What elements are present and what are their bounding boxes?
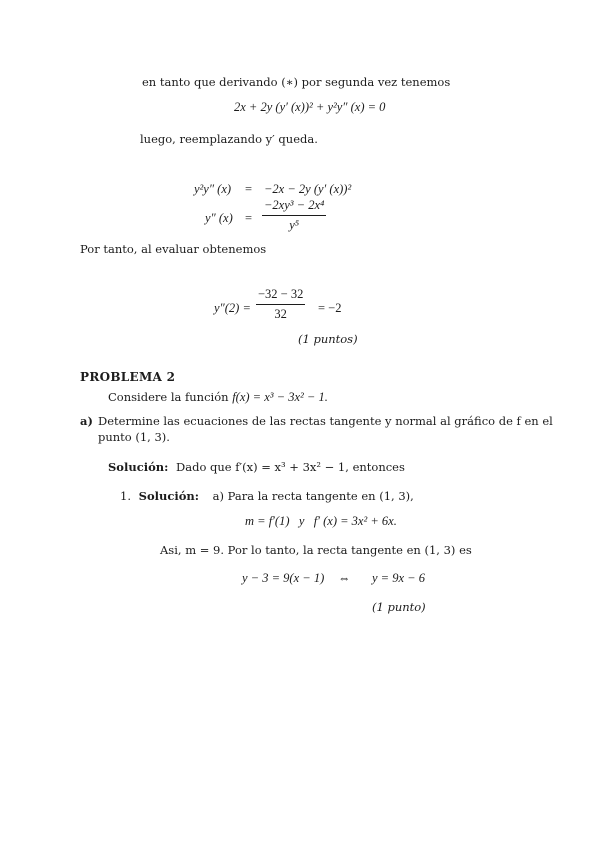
item-1-line — [120, 489, 414, 503]
fraction-denominator: y⁵ — [289, 218, 300, 232]
fraction-bar — [262, 215, 326, 216]
consider-line — [108, 390, 328, 405]
text-line-evaluar: Por tanto, al evaluar obtenemos — [80, 242, 267, 256]
equation-evaluation-lhs: y″(2) = — [214, 301, 251, 315]
evaluation-denominator: 32 — [274, 307, 287, 321]
text-line-asi: Asi, m = 9. Por lo tanto, la recta tangente en (1, 3) es — [160, 543, 472, 557]
equation-slope: m = f′(1) y f′ (x) = 3x² + 6x. — [245, 514, 397, 528]
part-a-text-line-2: punto (1, 3). — [98, 430, 170, 444]
solution-text: Dado que f′(x) = x³ + 3x² − 1, entonces — [176, 460, 405, 474]
equation-aligned-eq-1: = — [245, 182, 253, 196]
item-1-sub: a) — [212, 489, 224, 503]
equation-evaluation-rhs: = −2 — [318, 301, 342, 315]
equation-aligned-fraction — [262, 198, 326, 233]
equation-second-derivative: 2x + 2y (y′ (x))² + y²y″ (x) = 0 — [234, 100, 386, 114]
item-1-label: Solución: — [138, 489, 199, 503]
item-1-text: Para la recta tangente en (1, 3), — [227, 489, 414, 503]
equation-tangent-left: y − 3 = 9(x − 1) — [242, 571, 325, 585]
solution-label: Solución: — [108, 460, 169, 474]
consider-text: Considere la función — [108, 390, 229, 404]
equation-tangent-right: y = 9x − 6 — [372, 571, 425, 585]
equation-aligned-rhs-1: −2x − 2y (y′ (x))² — [264, 182, 352, 196]
item-1-number: 1. — [120, 489, 131, 503]
part-a-text-line-1: Determine las ecuaciones de las rectas tangente y normal al gráfico de f en el — [98, 414, 553, 428]
equation-aligned-lhs-1: y²y″ (x) — [194, 182, 232, 196]
equation-evaluation-fraction — [256, 287, 305, 322]
problem-title: PROBLEMA 2 — [80, 370, 176, 384]
equation-tangent-arrow: ⇔ — [338, 571, 351, 585]
text-line-derivando: en tanto que derivando (∗) por segunda vez tenemos — [142, 75, 451, 89]
equation-aligned-eq-2: = — [245, 211, 253, 225]
consider-function: f(x) = x³ − 3x² − 1. — [232, 390, 328, 404]
equation-aligned-lhs-2: y″ (x) — [205, 211, 233, 225]
points-label-2: (1 punto) — [372, 600, 426, 614]
evaluation-bar — [256, 304, 305, 305]
evaluation-numerator: −32 − 32 — [258, 287, 304, 301]
part-a-label: a) — [80, 414, 93, 428]
text-line-reemplazando: luego, reemplazando y′ queda. — [140, 132, 318, 146]
fraction-numerator: −2xy³ − 2x⁴ — [264, 198, 325, 212]
points-label-1: (1 puntos) — [298, 332, 358, 346]
solution-line — [108, 460, 405, 474]
